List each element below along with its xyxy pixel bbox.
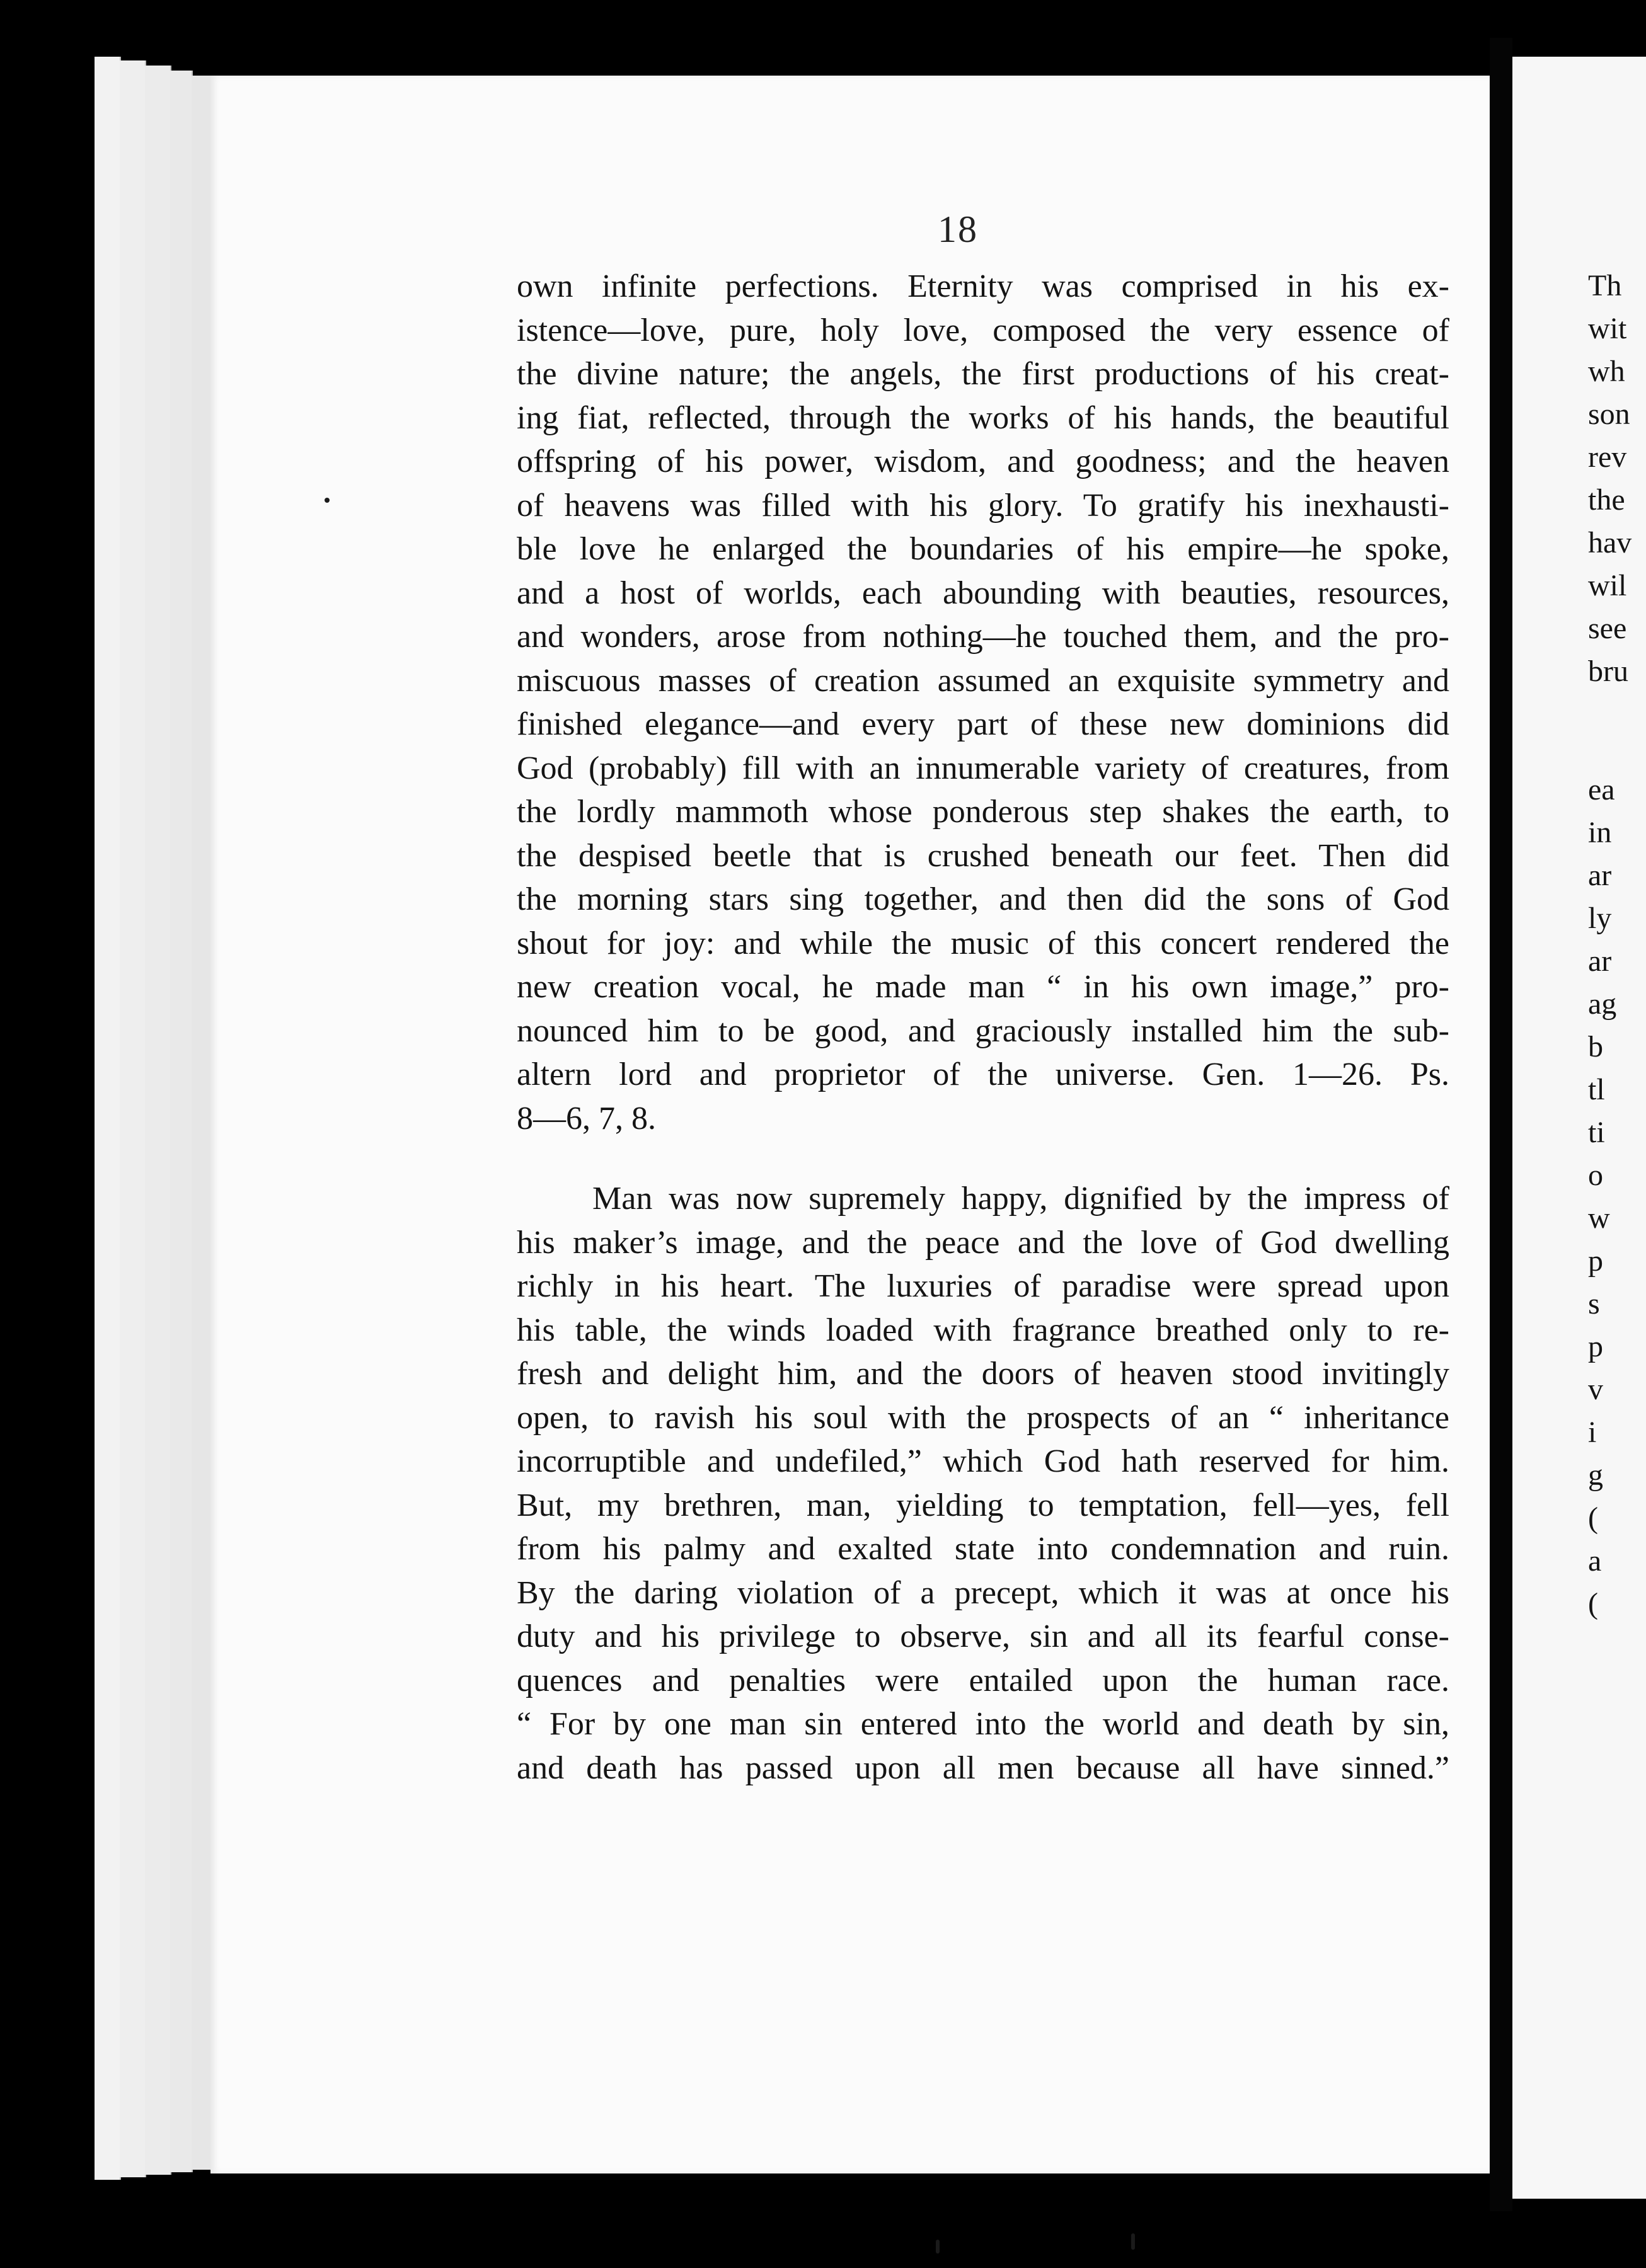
facing-fragment: a [1588, 1544, 1602, 1578]
facing-fragment: b [1588, 1030, 1603, 1063]
page-gutter [1490, 38, 1512, 2211]
facing-fragment: tl [1588, 1073, 1605, 1106]
facing-fragment: w [1588, 1201, 1610, 1235]
facing-fragment: i [1588, 1416, 1597, 1449]
facing-fragment: o [1588, 1159, 1603, 1192]
text-line: from his palmy and exalted state into condemnation and ruin. [517, 1531, 1449, 1567]
facing-fragment: g [1588, 1458, 1603, 1492]
text-line: istence—love, pure, holy love, composed the very essence of [517, 312, 1449, 348]
text-line: shout for joy: and while the music of this concert rendered the [517, 925, 1449, 961]
text-line: his maker’s image, and the peace and the love of God dwelling [517, 1224, 1449, 1261]
facing-fragment: rev [1588, 440, 1627, 474]
text-line: offspring of his power, wisdom, and goodness; and the heaven [517, 444, 1449, 479]
text-line: 8—6, 7, 8. [517, 1100, 656, 1137]
text-line: open, to ravish his soul with the prospects of an “ inheritance [517, 1399, 1449, 1436]
text-line: and a host of worlds, each abounding with beauties, resources, [517, 575, 1449, 611]
text-line: nounced him to be good, and graciously installed him the sub- [517, 1012, 1449, 1049]
facing-fragment: ( [1588, 1587, 1598, 1620]
text-line: “ For by one man sin entered into the world and death by sin, [517, 1706, 1449, 1742]
text-line: and death has passed upon all men because all have sinned.” [517, 1750, 1449, 1786]
facing-fragment: bru [1588, 655, 1628, 688]
page-edge [170, 71, 193, 2172]
facing-fragment: ar [1588, 859, 1612, 892]
facing-fragment: ag [1588, 987, 1617, 1021]
page-edge [95, 57, 121, 2180]
text-line: own infinite perfections. Eternity was comprised in his ex- [517, 268, 1449, 304]
text-line: ing fiat, reflected, through the works of his hands, the beautiful [517, 399, 1449, 436]
facing-fragment: ( [1588, 1501, 1598, 1535]
facing-fragment: see [1588, 612, 1627, 645]
facing-fragment: son [1588, 398, 1630, 431]
facing-fragment: ly [1588, 902, 1612, 935]
text-line: duty and his privilege to observe, sin and all its fearful conse- [517, 1618, 1449, 1654]
text-line: richly in his heart. The luxuries of paradise were spread upon [517, 1268, 1449, 1304]
text-line: Man was now supremely happy, dignified by the impress of [592, 1181, 1449, 1217]
text-line: new creation vocal, he made man “ in his own image,” pro- [517, 969, 1449, 1005]
paragraph-gap [517, 1140, 1449, 1177]
facing-fragment: the [1588, 483, 1625, 517]
paragraph-1 [517, 265, 1449, 1140]
page-edge [120, 60, 146, 2177]
facing-fragment: wil [1588, 569, 1627, 602]
facing-fragment: p [1588, 1244, 1603, 1278]
text-line: By the daring violation of a precept, which it was at once his [517, 1574, 1449, 1611]
facing-fragment: ar [1588, 944, 1612, 978]
text-line: God (probably) fill with an innumerable variety of creatures, from [517, 750, 1449, 786]
text-line: of heavens was filled with his glory. To gratify his inexhausti- [517, 487, 1449, 524]
facing-fragment: wit [1588, 312, 1627, 345]
text-line: the divine nature; the angels, the first productions of his creat- [517, 356, 1449, 392]
facing-fragment: p [1588, 1330, 1603, 1363]
text-line: miscuous masses of creation assumed an exquisite symmetry and [517, 662, 1449, 699]
scan-speck [1131, 2233, 1135, 2250]
text-line: fresh and delight him, and the doors of heaven stood invitingly [517, 1356, 1449, 1392]
facing-gap [1588, 693, 1646, 769]
facing-fragment: s [1588, 1287, 1600, 1320]
text-line: and wonders, arose from nothing—he touched them, and the pro- [517, 619, 1449, 655]
facing-fragment: Th [1588, 269, 1622, 302]
text-line: the morning stars sing together, and then did the sons of God [517, 881, 1449, 917]
scan-speck [325, 498, 330, 503]
text-line: But, my brethren, man, yielding to temptation, fell—yes, fell [517, 1487, 1449, 1523]
scan-speck [936, 2240, 940, 2254]
page-number: 18 [938, 209, 978, 250]
text-line: quences and penalties were entailed upon the human race. [517, 1662, 1449, 1698]
facing-fragment: v [1588, 1373, 1603, 1406]
text-line: ble love he enlarged the boundaries of his empire—he spoke, [517, 531, 1449, 567]
page-edge [145, 66, 171, 2175]
facing-page-text [1588, 265, 1646, 1625]
text-line: the despised beetle that is crushed beneath our feet. Then did [517, 837, 1449, 874]
text-line: incorruptible and undefiled,” which God hath reserved for him. [517, 1443, 1449, 1479]
text-line: altern lord and proprietor of the universe. Gen. 1—26. Ps. [517, 1057, 1449, 1092]
facing-fragment: in [1588, 816, 1612, 849]
facing-fragment: hav [1588, 526, 1632, 559]
facing-fragment: ti [1588, 1116, 1605, 1149]
facing-fragment: wh [1588, 355, 1625, 388]
text-line: the lordly mammoth whose ponderous step shakes the earth, to [517, 794, 1449, 830]
body-text [517, 265, 1449, 1790]
text-line: his table, the winds loaded with fragrance breathed only to re- [517, 1312, 1449, 1348]
facing-fragment: ea [1588, 773, 1615, 806]
text-line: finished elegance—and every part of these new dominions did [517, 706, 1449, 742]
page-edge [192, 76, 212, 2170]
paragraph-2 [517, 1177, 1449, 1790]
